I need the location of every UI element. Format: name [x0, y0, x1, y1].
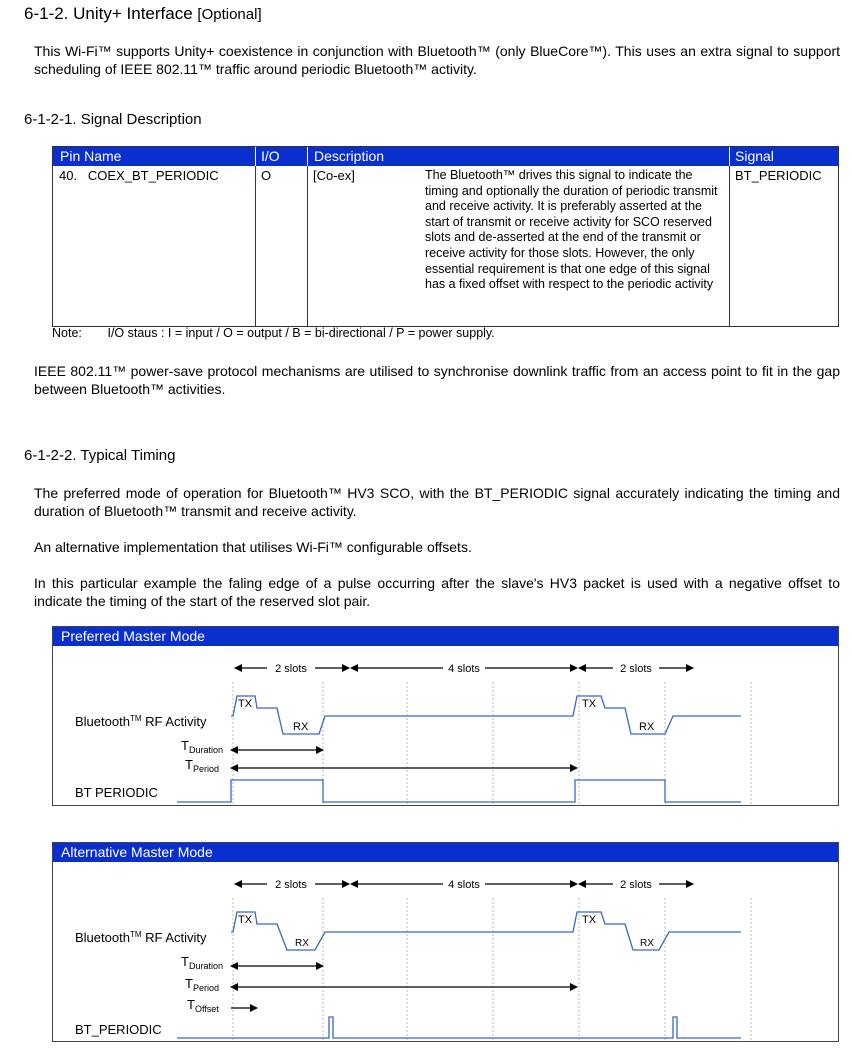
slot-label-3: 2 slots [620, 879, 652, 891]
timing-paragraph-3: In this particular example the faling edge of a pulse occurring after the slave's HV3 packet is used with a negative offset to indicate the timing of the start of the reserved slot pair. [34, 575, 840, 609]
rf-activity-label: Bluetooth™ RF Activity [75, 930, 207, 945]
bt-periodic-waveform [177, 780, 741, 802]
bt-periodic-waveform [177, 1017, 741, 1038]
preferred-master-mode-diagram [52, 626, 839, 806]
note-text: I/O staus : I = input / O = output / B = bi-directional / P = power supply. [107, 326, 495, 340]
section-title [24, 4, 262, 24]
tx-label-2: TX [582, 914, 597, 926]
signal-table [52, 146, 839, 327]
diagram-title: Alternative Master Mode [53, 843, 838, 862]
slot-label-3: 2 slots [620, 663, 652, 675]
table-row [53, 166, 838, 326]
section-title-text: 6-1-2. Unity+ Interface [24, 4, 193, 23]
tx-label-1: TX [238, 698, 253, 710]
preferred-timing-svg [53, 646, 838, 805]
tx-label-2: TX [582, 698, 597, 710]
header-description: Description [314, 148, 385, 164]
header-pin-name: Pin Name [60, 148, 122, 164]
optional-tag: [Optional] [197, 6, 262, 23]
header-io: I/O [261, 148, 280, 164]
table-note [52, 326, 495, 340]
bt-periodic-label: BT_PERIODIC [75, 1022, 162, 1037]
pin-name-cell [53, 166, 255, 326]
intro-paragraph: This Wi-Fi™ supports Unity+ coexistence in conjunction with Bluetooth™ (only BlueCore™). This uses an extra signal to support scheduling of IEEE 802.11™ traffic around periodic Bluetooth™ activity. [34, 43, 840, 77]
bt-periodic-label: BT PERIODIC [75, 785, 158, 800]
alternative-timing-svg [53, 862, 838, 1041]
signal-cell: BT_PERIODIC [735, 168, 822, 183]
t-duration-label: $T_{Duration}$ [181, 954, 223, 971]
header-signal: Signal [735, 148, 774, 164]
tx-label-1: TX [238, 914, 253, 926]
t-duration-label: $T_{Duration}$ [181, 738, 223, 755]
signal-table-header [53, 147, 838, 166]
pin-name: COEX_BT_PERIODIC [87, 168, 219, 183]
description-cell: The Bluetooth™ drives this signal to indicate the timing and optionally the duration of periodic transmit and receive activity. It is preferably asserted at the start of transmit or receive activity for SCO reserved slots and de-asserted at the end of the transmit or receive activity for those slots. However, the only essential requirement is that one edge of this signal has a fixed offset with respect to the periodic activity [425, 168, 718, 292]
timing-paragraph-1: The preferred mode of operation for Bluetooth™ HV3 SCO, with the BT_PERIODIC signal accurately indicating the timing and duration of Bluetooth™ transmit and receive activity. [34, 485, 840, 519]
io-cell: O [261, 168, 272, 183]
diagram-title: Preferred Master Mode [53, 627, 838, 646]
slot-label-2: 4 slots [448, 879, 480, 891]
alternative-master-mode-diagram [52, 842, 839, 1042]
rx-label-1: RX [295, 938, 309, 949]
t-period-label: $T_{Period}$ [185, 976, 219, 993]
t-offset-label: $T_{Offset}$ [187, 997, 219, 1014]
powersave-paragraph: IEEE 802.11™ power-save protocol mechanisms are utilised to synchronise downlink traffic from an access point to fit in the gap between Bluetooth™ activities. [34, 363, 840, 397]
slot-label-1: 2 slots [275, 879, 307, 891]
timing-paragraph-2: An alternative implementation that utilises Wi-Fi™ configurable offsets. [34, 539, 472, 555]
rx-label-2: RX [640, 938, 654, 949]
signal-description-heading: 6-1-2-1. Signal Description [24, 111, 202, 128]
rx-label-2: RX [639, 721, 655, 733]
rx-label-1: RX [293, 721, 309, 733]
rf-activity-label: Bluetooth™ RF Activity [75, 714, 207, 729]
slot-label-2: 4 slots [448, 663, 480, 675]
t-period-label: $T_{Period}$ [185, 757, 219, 774]
pin-number: 40. [59, 168, 78, 183]
note-label: Note: [52, 326, 82, 340]
slot-label-1: 2 slots [275, 663, 307, 675]
slot-gridlines [233, 682, 751, 805]
type-cell: [Co-ex] [313, 168, 355, 183]
typical-timing-heading: 6-1-2-2. Typical Timing [24, 447, 176, 464]
